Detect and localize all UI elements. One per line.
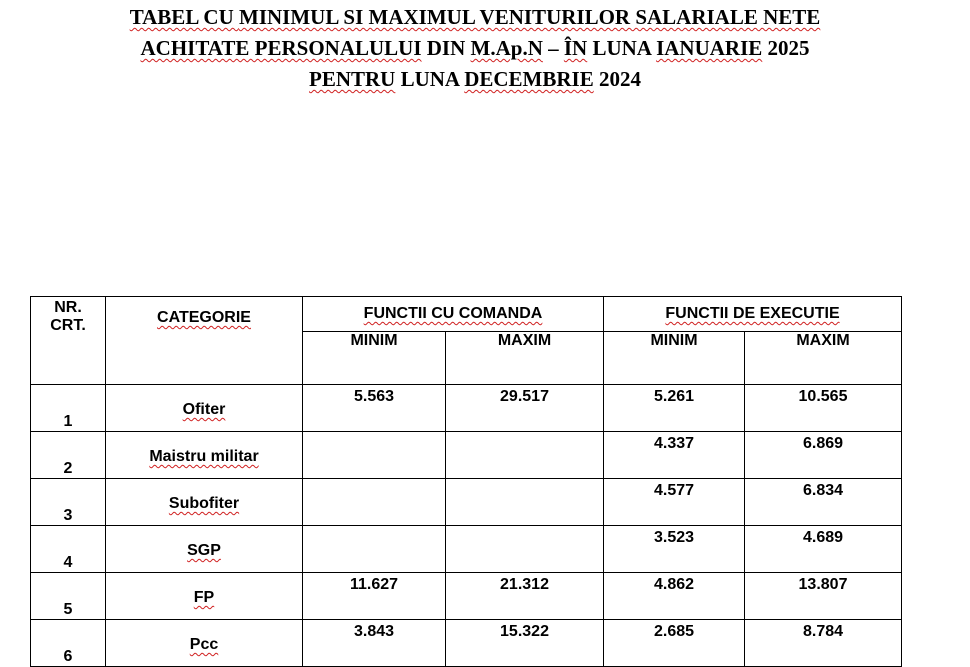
row-cmd-max: 29.517 [446,385,604,432]
table-row [31,573,902,620]
title-line-2-part-a: ACHITATE PERSONALULUI [140,36,422,60]
row-cmd-min: 5.563 [303,385,446,432]
title-line-2-part-h: 2025 [762,36,810,60]
row-nr: 1 [31,385,106,432]
row-cmd-max [446,432,604,479]
title-line-3-part-c: DECEMBRIE [464,67,594,91]
document-title [0,2,950,95]
row-exec-max: 6.834 [745,479,902,526]
header-categorie [106,297,303,385]
row-exec-max: 10.565 [745,385,902,432]
header-comanda-minim: MINIM [303,332,446,385]
row-exec-max: 6.869 [745,432,902,479]
row-nr: 5 [31,573,106,620]
row-nr: 3 [31,479,106,526]
title-line-2-part-e: ÎN [563,36,588,60]
title-line-3-part-d: 2024 [593,67,641,91]
row-categorie [106,479,303,526]
row-categorie [106,573,303,620]
salary-table [30,296,902,667]
row-categorie [106,385,303,432]
row-cmd-min [303,432,446,479]
title-line-3-part-b: LUNA [395,67,465,91]
row-exec-min: 4.337 [604,432,745,479]
title-line-2-part-d: – [542,36,564,60]
title-line-3-part-a: PENTRU [309,67,396,91]
header-executie-minim: MINIM [604,332,745,385]
row-cmd-max [446,479,604,526]
row-exec-max: 8.784 [745,620,902,667]
row-exec-max: 13.807 [745,573,902,620]
title-line-2-part-c: M.Ap.N [470,36,543,60]
header-group-comanda-label: FUNCTII CU COMANDA [363,305,543,322]
row-cmd-max [446,526,604,573]
row-nr: 4 [31,526,106,573]
header-group-comanda [303,297,604,332]
header-row-groups [31,297,902,332]
row-cmd-min: 11.627 [303,573,446,620]
title-line-2-part-b: DIN [421,36,471,60]
header-nr-line-2: CRT. [50,317,86,334]
row-cmd-max: 21.312 [446,573,604,620]
row-exec-min: 2.685 [604,620,745,667]
title-line-2-part-f: LUNA [587,36,657,60]
header-group-executie [604,297,902,332]
row-categorie [106,620,303,667]
row-categorie [106,526,303,573]
table-row [31,479,902,526]
row-categorie-label: FP [193,589,215,606]
header-nr-line-1: NR. [54,299,82,316]
row-nr: 6 [31,620,106,667]
row-categorie [106,432,303,479]
row-exec-max: 4.689 [745,526,902,573]
title-line-3 [0,64,950,95]
table-row [31,620,902,667]
row-cmd-min: 3.843 [303,620,446,667]
title-line-1-rest: MINIMUL SI MAXIMUL VENITURILOR SALARIALE NETE [239,5,821,29]
title-line-1-prefix: TABEL CU [129,5,239,29]
row-exec-min: 3.523 [604,526,745,573]
row-categorie-label: SGP [187,542,221,559]
row-cmd-min [303,479,446,526]
row-cmd-min [303,526,446,573]
header-comanda-maxim: MAXIM [446,332,604,385]
row-exec-min: 4.577 [604,479,745,526]
header-categorie-label: CATEGORIE [157,309,251,326]
row-cmd-max: 15.322 [446,620,604,667]
row-categorie-label: Ofiter [182,401,226,418]
title-line-1 [0,2,950,33]
table-row [31,432,902,479]
title-line-2 [0,33,950,64]
title-line-2-part-g: IANUARIE [656,36,763,60]
row-categorie-label: Pcc [189,636,219,653]
row-nr: 2 [31,432,106,479]
row-exec-min: 4.862 [604,573,745,620]
header-nr-crt [31,297,106,385]
row-categorie-label: Subofiter [168,495,240,512]
header-executie-maxim: MAXIM [745,332,902,385]
header-group-executie-label: FUNCTII DE EXECUTIE [665,305,840,322]
table-row [31,385,902,432]
row-categorie-label: Maistru militar [149,448,259,465]
row-exec-min: 5.261 [604,385,745,432]
table-row [31,526,902,573]
